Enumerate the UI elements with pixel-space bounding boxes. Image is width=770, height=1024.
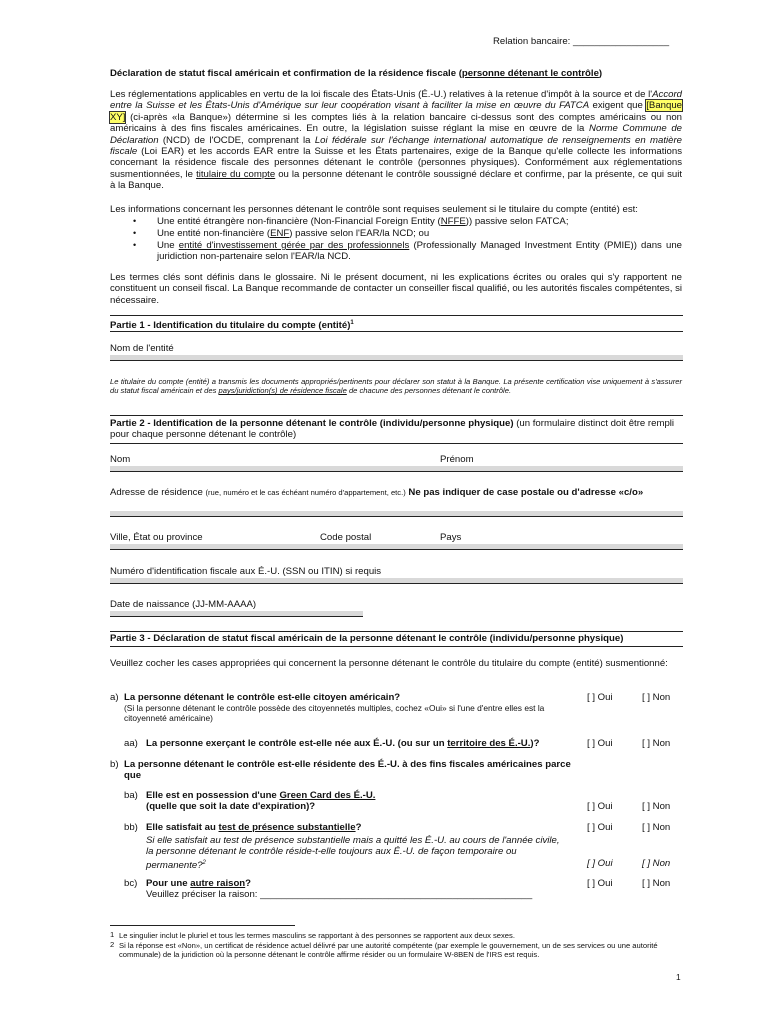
enf-link[interactable]: ENF xyxy=(270,228,290,239)
dob-field[interactable] xyxy=(110,611,363,617)
qbb-non-checkbox[interactable]: [ ] Non xyxy=(642,822,671,833)
part3-heading: Partie 3 - Déclaration de statut fiscal américain de la personne détenant le contrôle (individu/personne physique) xyxy=(110,633,624,644)
question-b: La personne détenant le contrôle est-elle résidente des É.-U. à des fins fiscales américaines parce que xyxy=(124,759,571,782)
titulaire-du-compte-link[interactable]: titulaire du compte xyxy=(196,168,276,180)
pmie-link[interactable]: entité d'investissement gérée par des professionnels xyxy=(178,240,410,251)
postal-code-label: Code postal xyxy=(320,532,372,543)
question-bb-label: bb) xyxy=(124,822,138,833)
qa-non-checkbox[interactable]: [ ] Non xyxy=(642,692,671,703)
bullet-item-pmie: Une entité d'investissement gérée par des professionnels (Professionally Managed Investment Entity (PMIE)) dans une juridiction non-partenaire selon l'EAR/la NCD. xyxy=(157,240,682,263)
bullet-item-enf: Une entité non-financière (ENF) passive selon l'EAR/la NCD; ou xyxy=(157,228,430,239)
bullet-icon: • xyxy=(133,228,137,238)
part2-heading: Partie 2 - Identification de la personne détenant le contrôle (individu/personne physique) (un formulaire distinct doit être rempli pour chaque personne détenant le contrôle) xyxy=(110,418,675,441)
question-ba: Elle est en possession d'une Green Card des É.-U. xyxy=(146,790,376,801)
question-ba-line2: (quelle que soit la date d'expiration)? xyxy=(146,801,316,812)
qbb-note-non-checkbox[interactable]: [ ] Non xyxy=(642,858,671,869)
footnote-1: Le singulier inclut le pluriel et tous les termes masculins se rapportant à des personnes se rapportent aux deux sexes. xyxy=(119,931,515,940)
disclaimer-paragraph: Les termes clés sont définis dans le glossaire. Ni le présent document, ni les explications écrites ou orales qui s'y rapportent ne constituent un conseil fiscal. La Banque recommande de contacter un conseiller fiscal qualifié, ou les autorités fiscales compétentes, si nécessaire. xyxy=(110,272,682,306)
document-title xyxy=(110,68,602,79)
entity-name-field[interactable] xyxy=(110,355,683,361)
question-aa: La personne exerçant le contrôle est-elle née aux É.-U. (ou sur un territoire des É.-U.)? xyxy=(146,738,540,749)
qbc-non-checkbox[interactable]: [ ] Non xyxy=(642,878,671,889)
footnote-2-number: 2 xyxy=(110,940,115,949)
page-number: 1 xyxy=(676,972,681,982)
question-a-label: a) xyxy=(110,692,119,703)
intro-paragraph: Les réglementations applicables en vertu de la loi fiscale des États-Unis (É.-U.) relatives à la retenue d'impôt à la source et de l'Accord entre la Suisse et les États-Unis d'Amérique sur leur coopération visant à faciliter la mise en œuvre du FATCA exigent que [Banque XY] (ci-après «la Banque») détermine si les comptes liés à la relation bancaire ci-dessus sont des comptes américains ou non américains à des fins fiscales américaines. En outre, la législation suisse réglant la mise en œuvre de la Norme Commune de Déclaration (NCD) de l'OCDE, comprenant la Loi fédérale sur l'échange international automatique de renseignements en matière fiscale (Loi EAR) et les accords EAR entre la Suisse et les États partenaires, exige de la Banque qu'elle collecte les informations concernant la résidence fiscale des personnes détenant le contrôle (personnes physiques). Conformément aux réglementations susmentionnées, le titulaire du compte ou la personne détenant le contrôle soussigné déclare et confirme, par la présente, ce qui suit à la Banque. xyxy=(110,89,683,192)
part3-intro: Veuillez cocher les cases appropriées qui concernent la personne détenant le contrôle du titulaire du compte (entité) susmentionné: xyxy=(110,658,668,669)
qaa-oui-checkbox[interactable]: [ ] Oui xyxy=(587,738,613,749)
prenom-label: Prénom xyxy=(440,454,474,465)
part1-note: Le titulaire du compte (entité) a transmis les documents appropriés/pertinents pour déclarer son statut à la Banque. La présente certification vise uniquement à s'assurer du statut fiscal américain et des pays/juridiction(s) de résidence fiscale de chacune des personnes détenant le contrôle. xyxy=(110,377,682,396)
section-divider xyxy=(110,443,683,444)
entity-name-label: Nom de l'entité xyxy=(110,343,174,354)
qbb-oui-checkbox[interactable]: [ ] Oui xyxy=(587,822,613,833)
name-field[interactable] xyxy=(110,466,683,472)
country-label: Pays xyxy=(440,532,462,543)
address-field[interactable] xyxy=(110,511,683,517)
section-divider xyxy=(110,315,683,316)
section-divider xyxy=(110,646,683,647)
question-aa-label: aa) xyxy=(124,738,138,749)
nffe-link[interactable]: NFFE xyxy=(440,216,466,227)
title-underlined: personne détenant le contrôle xyxy=(461,68,599,79)
tin-label: Numéro d'identification fiscale aux É.-U. (SSN ou ITIN) si requis xyxy=(110,566,382,577)
dob-label: Date de naissance (JJ-MM-AAAA) xyxy=(110,599,257,610)
other-reason-link[interactable]: autre raison xyxy=(190,878,246,889)
city-label: Ville, État ou province xyxy=(110,532,203,543)
intro-requirements: Les informations concernant les personnes détenant le contrôle sont requises seulement si le titulaire du compte (entité) est: xyxy=(110,204,638,215)
section-divider xyxy=(110,631,683,632)
qbb-note-oui-checkbox[interactable]: [ ] Oui xyxy=(587,858,613,869)
section-divider xyxy=(110,415,683,416)
qba-oui-checkbox[interactable]: [ ] Oui xyxy=(587,801,613,812)
qa-oui-checkbox[interactable]: [ ] Oui xyxy=(587,692,613,703)
question-bb: Elle satisfait au test de présence substantielle? xyxy=(146,822,362,833)
bullet-icon: • xyxy=(133,216,137,226)
address-label: Adresse de résidence (rue, numéro et le cas échéant numéro d'appartement, etc.) Ne pas indiquer de case postale ou d'adresse «c/o» xyxy=(110,487,644,498)
qaa-non-checkbox[interactable]: [ ] Non xyxy=(642,738,671,749)
title-close: ) xyxy=(598,68,603,79)
tin-field[interactable] xyxy=(110,578,683,584)
city-field[interactable] xyxy=(110,544,683,550)
relation-bancaire-field[interactable]: Relation bancaire: __________________ xyxy=(493,36,670,47)
nom-label: Nom xyxy=(110,454,131,465)
reason-field[interactable]: Veuillez préciser la raison: ___________________________________________________ xyxy=(146,889,533,900)
us-territory-link[interactable]: territoire des É.-U. xyxy=(447,738,531,749)
part1-heading: Partie 1 - Identification du titulaire du compte (entité)$^1$ xyxy=(110,320,354,332)
qba-non-checkbox[interactable]: [ ] Non xyxy=(642,801,671,812)
bullet-icon: • xyxy=(133,240,137,250)
title-text: Déclaration de statut fiscal américain et confirmation de la résidence fiscale ( xyxy=(110,68,462,79)
question-b-label: b) xyxy=(110,759,119,770)
footnote-divider xyxy=(110,925,295,926)
substantial-presence-link[interactable]: test de présence substantielle xyxy=(218,822,356,833)
bank-name-placeholder[interactable]: [Banque XY] xyxy=(110,100,682,123)
question-bc: Pour une autre raison? xyxy=(146,878,252,889)
bullet-item-nffe: Une entité étrangère non-financière (Non-Financial Foreign Entity (NFFE)) passive selon FATCA; xyxy=(157,216,569,227)
question-a: La personne détenant le contrôle est-elle citoyen américain? xyxy=(124,692,401,703)
footnote-2: Si la réponse est «Non», un certificat de résidence actuel délivré par une autorité compétente (par exemple le gouvernement, un de ses services ou une autorité communale) de la juridiction où la personne détenant le contrôle affirme résider ou un formulaire W-8BEN de l'IRS est requis. xyxy=(119,941,658,960)
question-ba-label: ba) xyxy=(124,790,138,801)
section-divider xyxy=(110,331,683,332)
footnote-1-number: 1 xyxy=(110,930,115,939)
green-card-link[interactable]: Green Card des É.-U. xyxy=(279,790,376,801)
question-a-note: (Si la personne détenant le contrôle possède des citoyennetés multiples, cochez «Oui» si l'une d'entre elles est la citoyenneté américaine) xyxy=(124,703,545,723)
qbc-oui-checkbox[interactable]: [ ] Oui xyxy=(587,878,613,889)
question-bc-label: bc) xyxy=(124,878,138,889)
question-bb-note: Si elle satisfait au test de présence substantielle mais a quitté les É.-U. au cours de l'année civile, la personne détenant le contrôle réside-t-elle toujours aux É.-U. de façon temporaire ou permanente?$^2$ xyxy=(146,835,560,871)
